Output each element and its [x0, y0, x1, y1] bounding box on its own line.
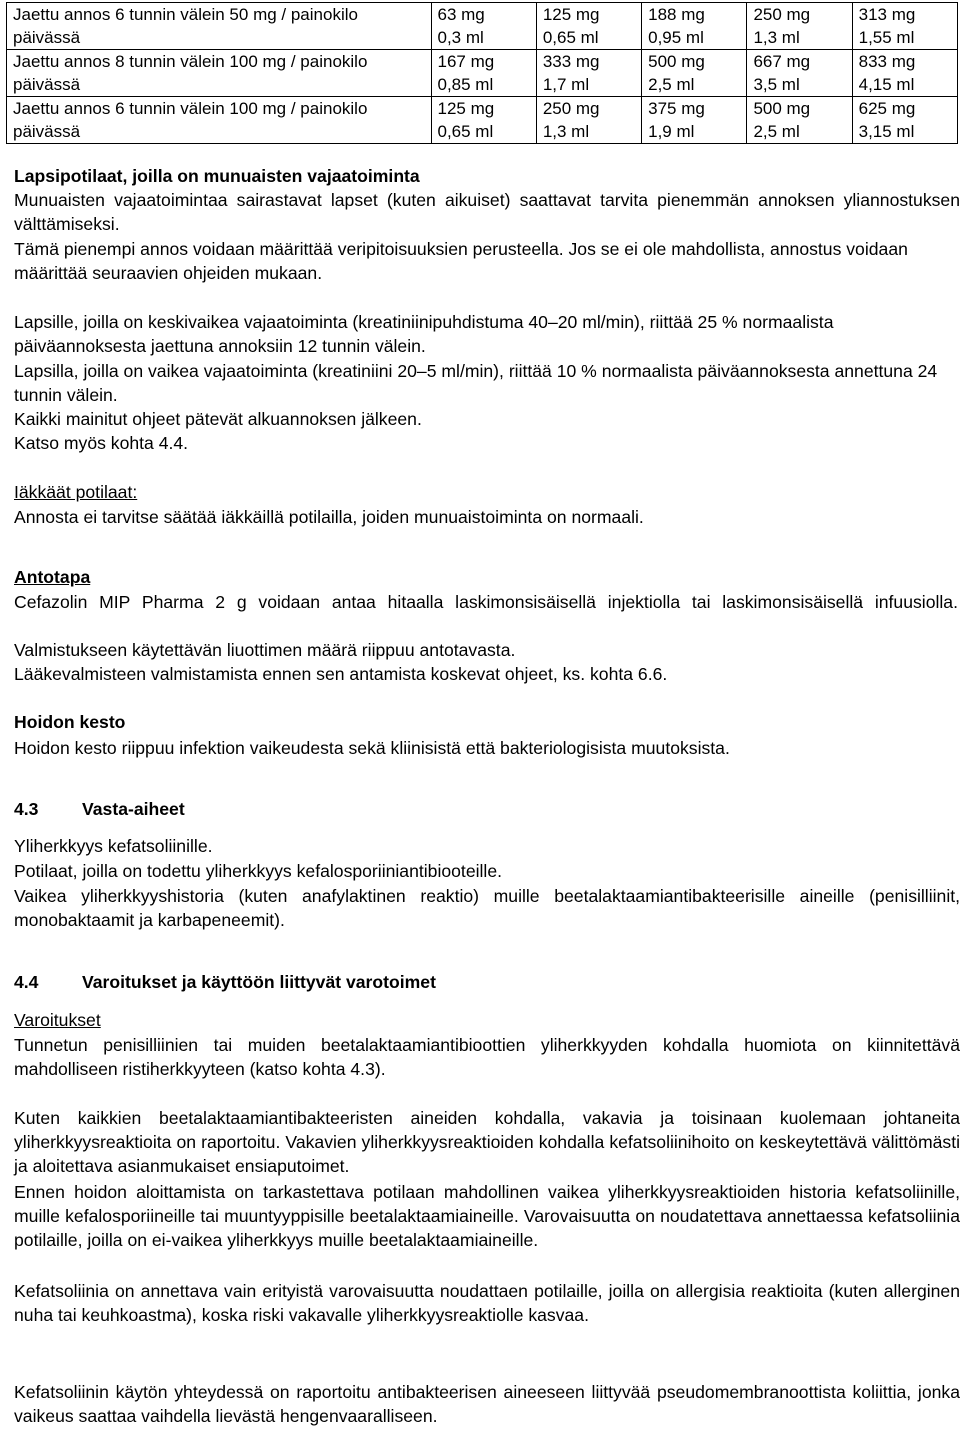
warnings-paragraph-1: Tunnetun penisilliinien tai muiden beetalaktaamiantibioottien yliherkkyyden kohdalla huomiota on kiinnitettävä mahdolliseen ristiherkkyyteen (katso kohta 4.3). [14, 1035, 960, 1080]
renal-heading: Lapsipotilaat, joilla on munuaisten vajaatoiminta [14, 166, 420, 186]
dosage-mg-value: 625 mg [858, 99, 916, 118]
dosage-mg-value: 667 mg [753, 52, 811, 71]
renal-paragraph-1: Munuaisten vajaatoimintaa sairastavat lapset (kuten aikuiset) saattavat tarvita pienemmän annoksen yliannostuksen välttämiseksi. [14, 190, 960, 235]
section-4-4-title: Varoitukset ja käyttöön liittyvät varotoimet [82, 972, 436, 992]
dosage-mg-value: 125 mg [437, 99, 495, 118]
renal-paragraph-6: Katso myös kohta 4.4. [14, 433, 189, 453]
dosage-cell [536, 3, 641, 50]
dosage-ml-value: 1,3 ml [542, 121, 590, 141]
administration-paragraph-1-line-1 [14, 590, 958, 614]
dosage-cell [852, 3, 957, 50]
section-4-3-number: 4.3 [14, 799, 39, 819]
dosage-mg-value: 250 mg [753, 5, 811, 24]
elderly-text: Annosta ei tarvitse säätää iäkkäillä potilailla, joiden munuaistoiminta on normaali. [14, 507, 644, 527]
warnings-paragraph-3: Ennen hoidon aloittamista on tarkastettava potilaan mahdollinen vaikea yliherkkyysreaktioiden historia kefatsoliinille, muille kefalosporiineille tai muuntyyppisille beetalaktaamiaineille. Varovaisuutta on noudatettava annettaessa kefatsoliinia potilaille, joilla on ei-vaikea yliherkkyys muille beetalaktaamiaineille. [14, 1182, 960, 1251]
section-4-3-heading [14, 797, 960, 821]
dosage-ml-value: 0,65 ml [542, 27, 599, 47]
dosage-mg-value: 500 mg [648, 52, 705, 71]
renal-paragraph-2: Tämä pienempi annos voidaan määrittää veripitoisuuksien perusteella. Jos se ei ole mahdollista, annostus voidaan määrittää seuraavien ohjeiden mukaan. [14, 239, 908, 284]
dosage-cell [852, 50, 957, 97]
dosage-mg-value: 125 mg [542, 5, 600, 24]
dosage-mg-value: 333 mg [542, 52, 600, 71]
dosage-mg-value: 188 mg [648, 5, 705, 24]
dosage-cell [642, 3, 747, 50]
dosage-cell [536, 97, 641, 144]
dosage-ml-value: 1,3 ml [753, 27, 800, 47]
dosage-ml-value: 1,7 ml [542, 74, 590, 94]
dosage-ml-value: 3,5 ml [753, 74, 800, 94]
dosage-cell [431, 3, 536, 50]
duration-text: Hoidon kesto riippuu infektion vaikeudesta sekä kliinisistä että bakteriologisista muutoksista. [14, 738, 730, 758]
renal-paragraph-3: Lapsille, joilla on keskivaikea vajaatoiminta (kreatiniinipuhdistuma 40–20 ml/min), riittää 25 % normaalista päiväannoksesta jaettuna annoksiin 12 tunnin välein. [14, 312, 834, 357]
dosage-ml-value: 0,95 ml [648, 27, 704, 47]
dosage-ml-value: 0,3 ml [437, 27, 484, 47]
warnings-subheading: Varoitukset [14, 1010, 101, 1030]
dosage-mg-value: 167 mg [437, 52, 495, 71]
warnings-paragraph-2: Kuten kaikkien beetalaktaamiantibakteeristen aineiden kohdalla, vakavia ja toisinaan kuolemaan johtaneita yliherkkyysreaktioita on raportoitu. Vakavien yliherkkyysreaktioiden kohdalla kefatsoliinihoito on keskeytettävä välittömästi ja aloitettava asianmukaiset ensiaputoimet. [14, 1108, 960, 1177]
dosage-ml-value: 0,85 ml [437, 74, 494, 94]
administration-paragraph-3: Lääkevalmisteen valmistamista ennen sen antamista koskevat ohjeet, ks. kohta 6.6. [14, 664, 668, 684]
dosage-cell [642, 50, 747, 97]
dosage-row-label: Jaettu annos 6 tunnin välein 100 mg / painokilo päivässä [7, 97, 432, 144]
dosage-mg-value: 375 mg [648, 99, 705, 118]
warnings-paragraph-5: Kefatsoliinin käytön yhteydessä on raportoitu antibakteerisen aineeseen liittyvää pseudomembranoottista koliittia, jonka vaikeus saattaa vaihdella lievästä hengenvaaralliseen. [14, 1382, 960, 1427]
warnings-paragraph-4: Kefatsoliinia on annettava vain erityistä varovaisuutta noudattaen potilaille, joilla on allergisia reaktioita (kuten allerginen nuha tai keuhkoastma), koska riski vakavalle yliherkkyysreaktiolle kasvaa. [14, 1281, 960, 1326]
elderly-heading: Iäkkäät potilaat: [14, 482, 138, 502]
administration-paragraph-1: Cefazolin MIP Pharma 2 g voidaan antaa hitaalla laskimonsisäisellä injektiolla tai laskimonsisäisellä infuusiolla. [14, 592, 958, 612]
dosage-ml-value: 1,55 ml [858, 27, 915, 47]
dosage-cell [747, 50, 852, 97]
dosage-row-label: Jaettu annos 8 tunnin välein 100 mg / painokilo päivässä [7, 50, 432, 97]
dosage-table-row [7, 97, 958, 144]
section-4-3-title: Vasta-aiheet [82, 799, 185, 819]
section-4-4-heading [14, 970, 960, 994]
dosage-table-row [7, 3, 958, 50]
dosage-cell [747, 97, 852, 144]
dosage-ml-value: 0,65 ml [437, 121, 494, 141]
renal-paragraph-4: Lapsilla, joilla on vaikea vajaatoiminta (kreatiniini 20–5 ml/min), riittää 10 % normaalista päiväannoksesta annettuna 24 tunnin välein. [14, 361, 938, 406]
dosage-cell [431, 97, 536, 144]
dosage-ml-value: 4,15 ml [858, 74, 915, 94]
dosage-mg-value: 833 mg [858, 52, 916, 71]
contraindication-2: Potilaat, joilla on todettu yliherkkyys kefalosporiiniantibiooteille. [14, 861, 503, 881]
dosage-mg-value: 63 mg [437, 5, 485, 24]
dosage-table [6, 2, 958, 144]
contraindication-3: Vaikea yliherkkyyshistoria (kuten anafylaktinen reaktio) muille beetalaktaamiantibakteerisille aineille (penisilliinit, monobaktaamit ja karbapeneemit). [14, 886, 960, 931]
administration-heading: Antotapa [14, 567, 91, 587]
section-4-4-number: 4.4 [14, 972, 39, 992]
dosage-cell [747, 3, 852, 50]
renal-paragraph-5: Kaikki mainitut ohjeet pätevät alkuannoksen jälkeen. [14, 409, 422, 429]
dosage-cell [642, 97, 747, 144]
dosage-mg-value: 500 mg [753, 99, 811, 118]
dosage-ml-value: 3,15 ml [858, 121, 915, 141]
dosage-mg-value: 250 mg [542, 99, 600, 118]
contraindication-1: Yliherkkyys kefatsoliinille. [14, 836, 213, 856]
dosage-cell [536, 50, 641, 97]
dosage-cell [852, 97, 957, 144]
dosage-mg-value: 313 mg [858, 5, 916, 24]
dosage-row-label: Jaettu annos 6 tunnin välein 50 mg / painokilo päivässä [7, 3, 432, 50]
dosage-ml-value: 1,9 ml [648, 121, 695, 141]
dosage-cell [431, 50, 536, 97]
administration-paragraph-2: Valmistukseen käytettävän liuottimen määrä riippuu antotavasta. [14, 640, 516, 660]
dosage-table-row [7, 50, 958, 97]
dosage-ml-value: 2,5 ml [753, 121, 800, 141]
duration-heading: Hoidon kesto [14, 712, 126, 732]
dosage-ml-value: 2,5 ml [648, 74, 695, 94]
